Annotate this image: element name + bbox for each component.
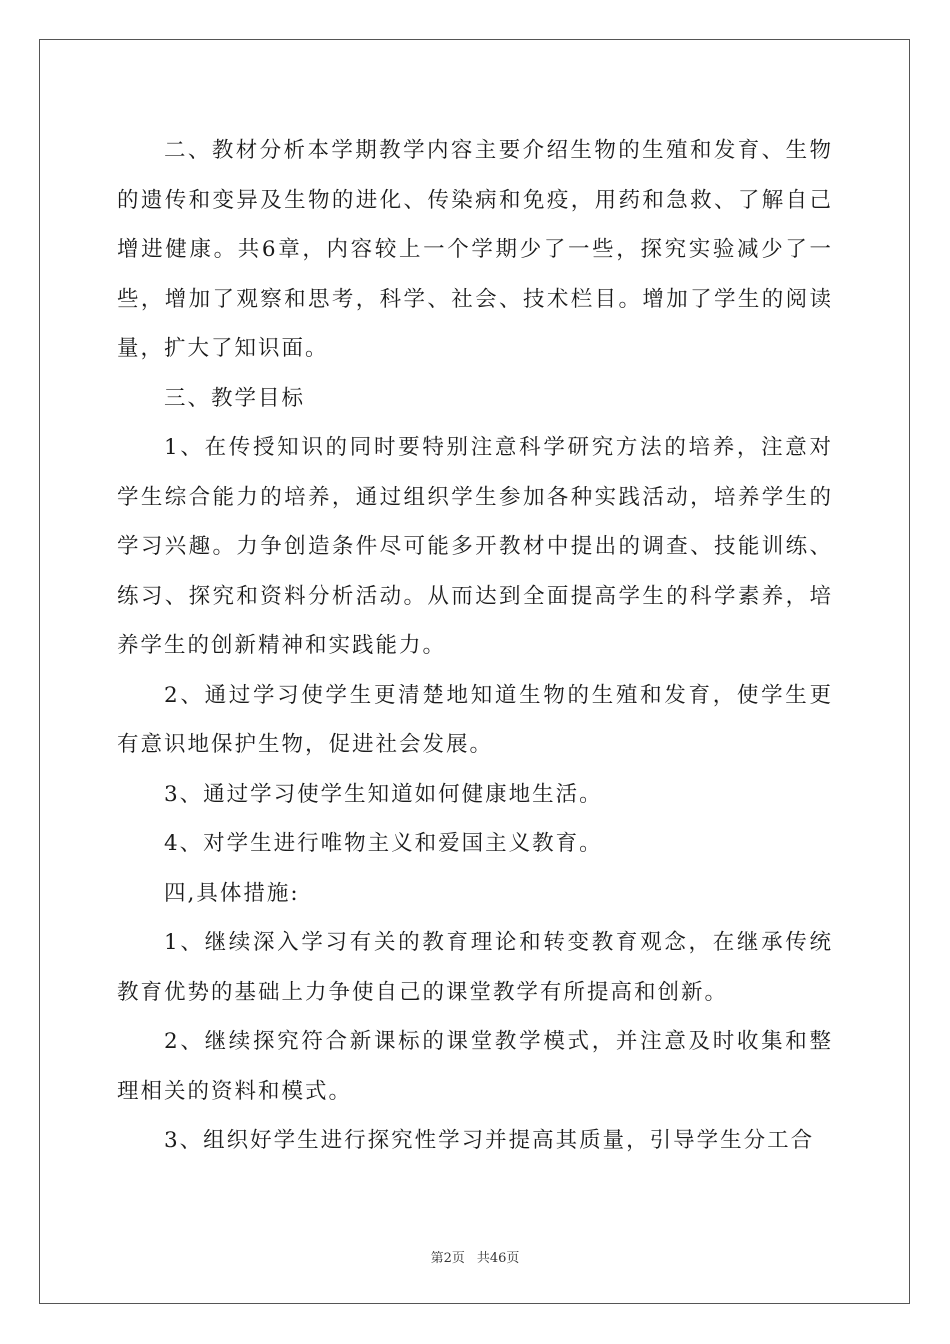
paragraph-measure-2: 2、继续探究符合新课标的课堂教学模式，并注意及时收集和整理相关的资料和模式。 — [117, 1029, 833, 1104]
paragraph-goal-3: 3、通过学习使学生知道如何健康地生活。 — [164, 781, 603, 807]
paragraph-measure-3: 3、组织好学生进行探究性学习并提高其质量，引导学生分工合 — [164, 1128, 815, 1153]
heading-teaching-goals: 三、教学目标 — [164, 385, 306, 411]
page-total: 共46页 — [476, 1251, 520, 1266]
paragraph-textbook-analysis: 二、教材分析本学期教学内容主要介绍生物的生殖和发育、生物的遗传和变异及生物的进化、传染病和免疫，用药和急救、了解自己增进健康。共6章，内容较上一个学期少了一些，探究实验减少了一些，增加了观察和思考，科学、社会、技术栏目。增加了学生的阅读量，扩大了知识面。 — [117, 138, 833, 361]
paragraph-goal-2: 2、通过学习使学生更清楚地知道生物的生殖和发育，使学生更有意识地保护生物，促进社会发展。 — [117, 682, 833, 757]
paragraph-goal-1: 1、在传授知识的同时要特别注意科学研究方法的培养，注意对学生综合能力的培养，通过组织学生参加各种实践活动，培养学生的学习兴趣。力争创造条件尽可能多开教材中提出的调查、技能训练、练习、探究和资料分析活动。从而达到全面提高学生的科学素养，培养学生的创新精神和实践能力。 — [117, 435, 833, 658]
document-body — [117, 126, 833, 1166]
page-number: 第2页 — [430, 1251, 465, 1266]
paragraph-goal-4: 4、对学生进行唯物主义和爱国主义教育。 — [164, 831, 603, 856]
paragraph-measure-1: 1、继续深入学习有关的教育理论和转变教育观念，在继承传统教育优势的基础上力争使自己的课堂教学有所提高和创新。 — [117, 930, 833, 1005]
heading-measures: 四,具体措施: — [164, 880, 300, 906]
page-footer — [0, 1247, 950, 1266]
